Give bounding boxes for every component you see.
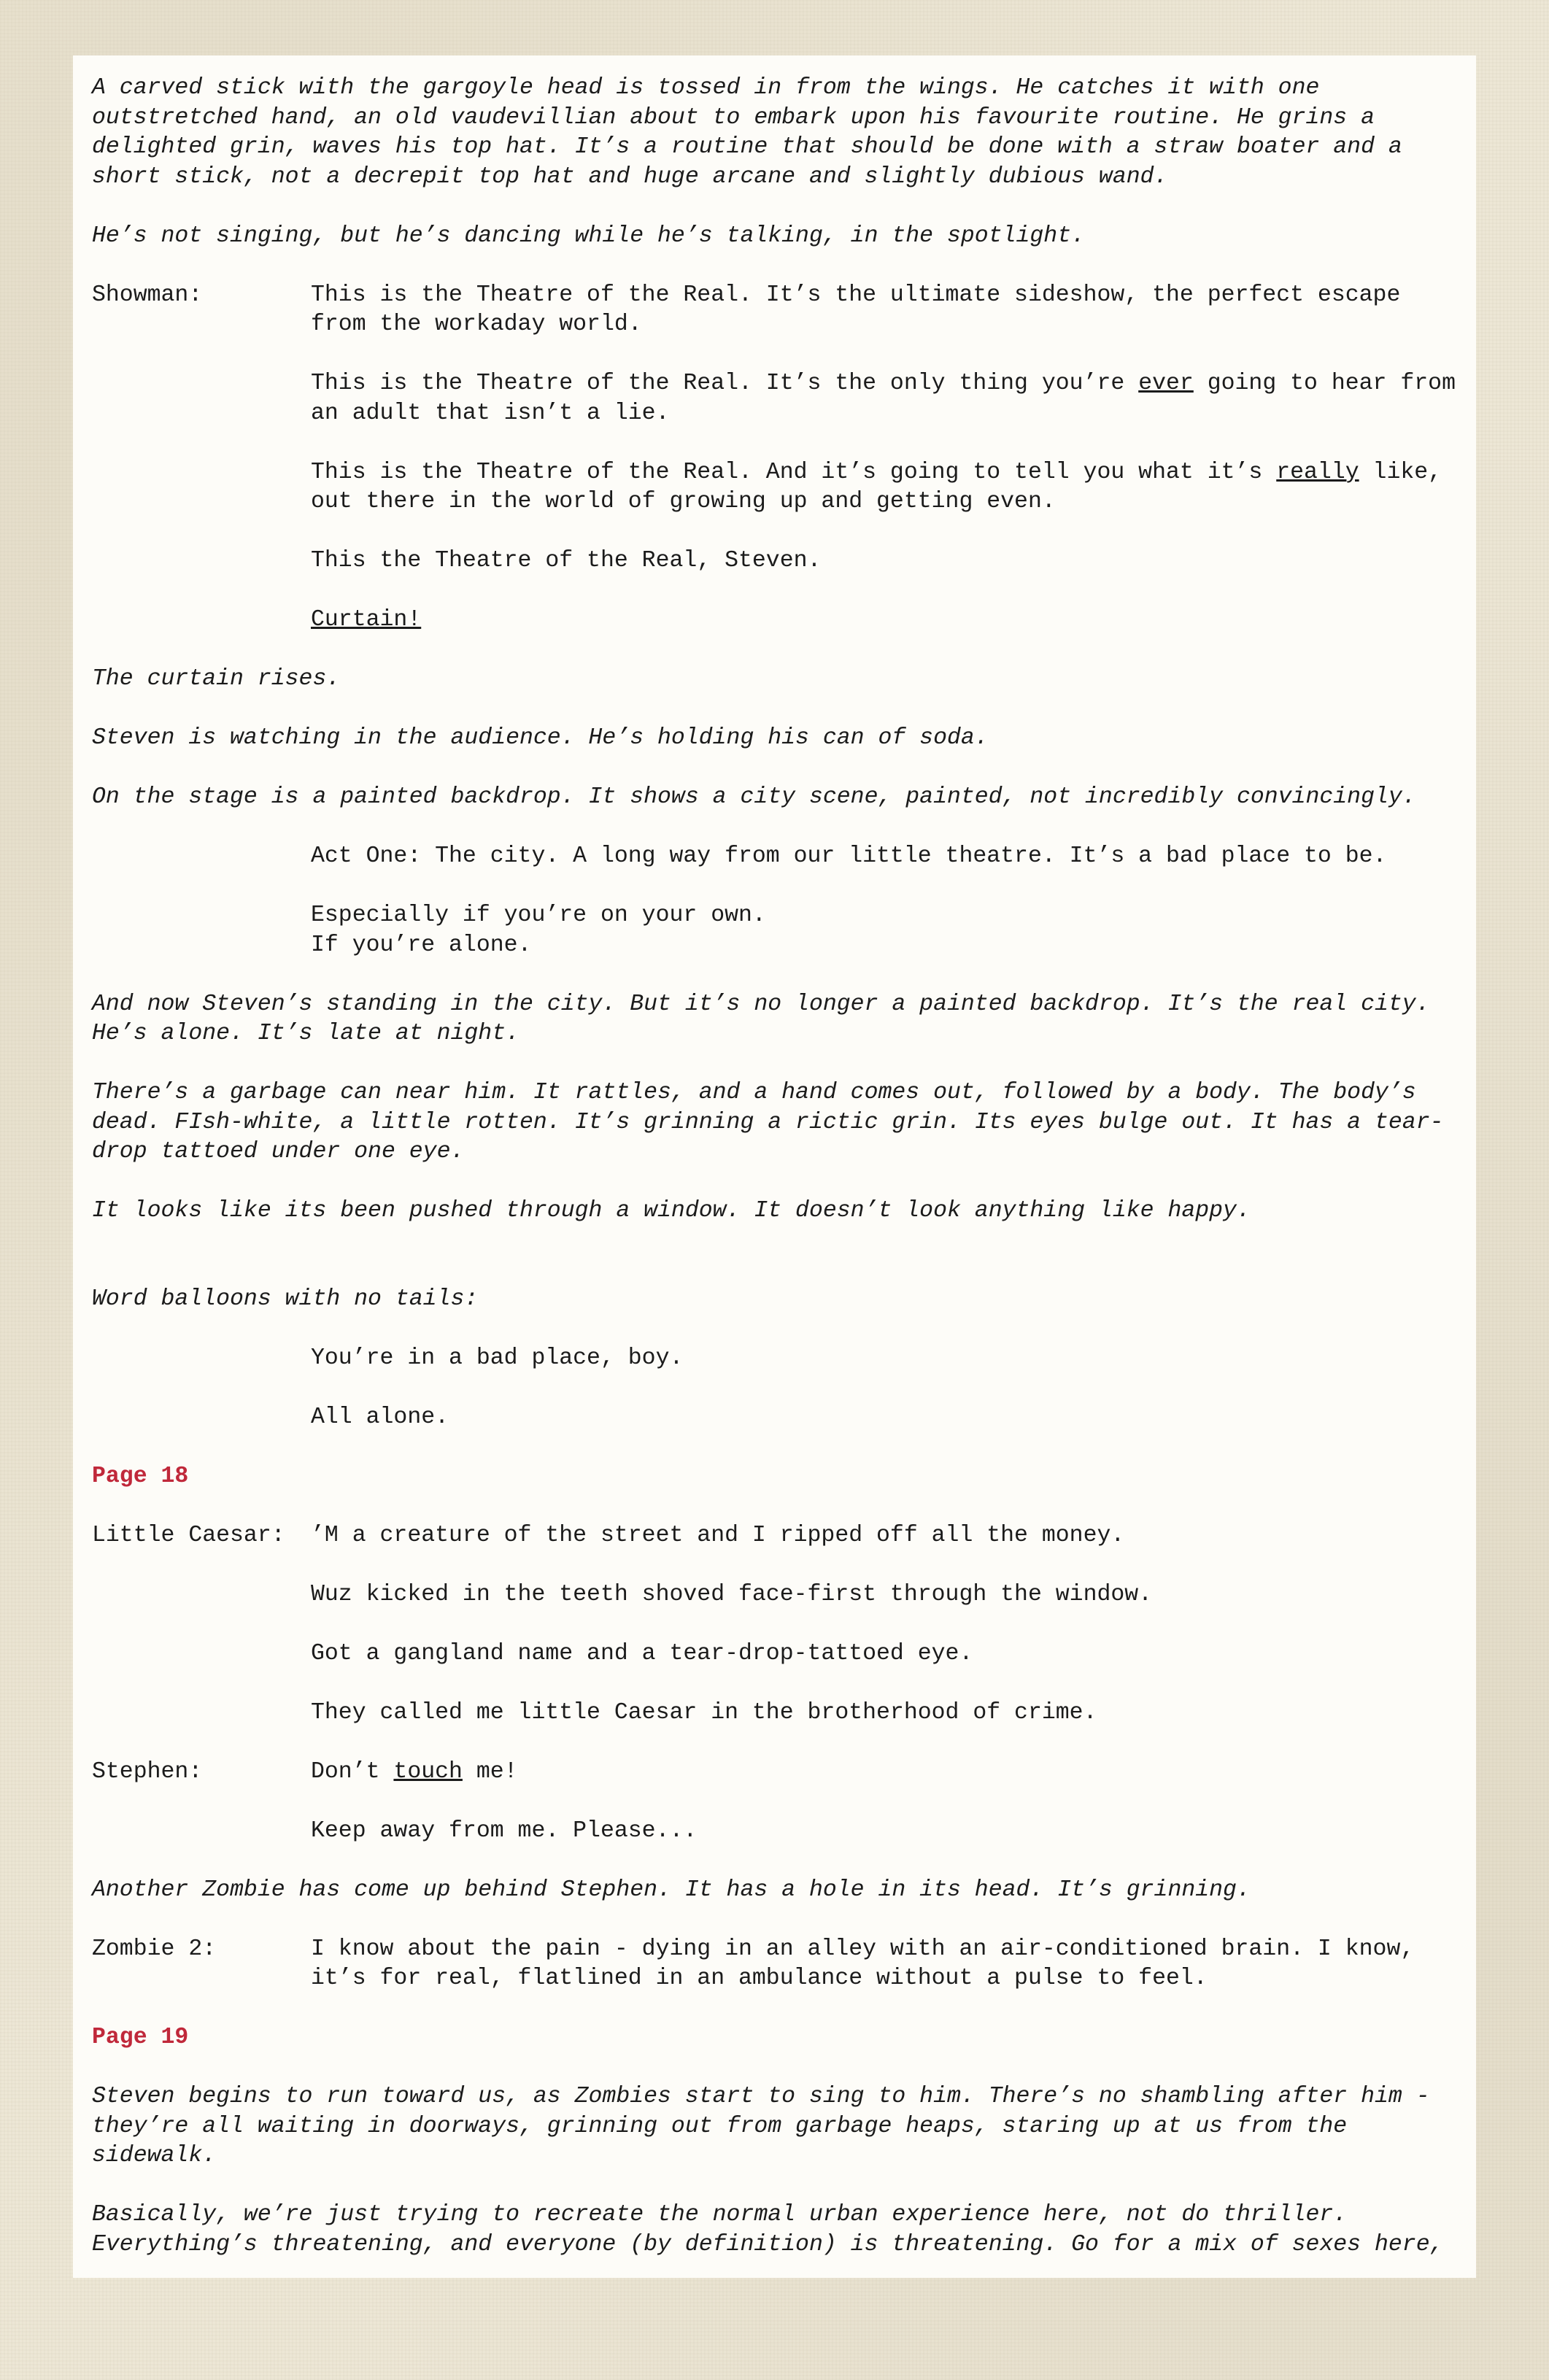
dialogue-line: Got a gangland name and a tear-drop-tattoed eye.	[311, 1640, 973, 1666]
dialogue-line: This is the Theatre of the Real. It’s the ultimate sideshow, the perfect escape from the workaday world.	[311, 282, 1401, 337]
dialogue-line: If you’re alone.	[311, 932, 532, 958]
dialogue-line: This is the Theatre of the Real. It’s the only thing you’re ever going to hear from an adult that isn’t a lie.	[311, 371, 1456, 426]
page-heading: Page 19	[92, 2025, 189, 2050]
stage-direction: Steven is watching in the audience. He’s holding his can of soda.	[92, 725, 989, 751]
stage-direction: Basically, we’re just trying to recreate the normal urban experience here, not do thriller. Everything’s threatening, and everyone (by definition) is threatening. Go for a mix of sexes here,	[92, 2202, 1444, 2257]
stage-direction: It looks like its been pushed through a window. It doesn’t look anything like happy.	[92, 1198, 1251, 1224]
dialogue-line: They called me little Caesar in the brotherhood of crime.	[311, 1699, 1097, 1726]
dialogue-line: Especially if you’re on your own.	[311, 903, 766, 928]
word-balloon-line: All alone.	[311, 1404, 449, 1430]
stage-direction: The curtain rises.	[92, 666, 341, 692]
speaker-name: Stephen:	[92, 1758, 203, 1785]
stage-direction: On the stage is a painted backdrop. It shows a city scene, painted, not incredibly convincingly.	[92, 784, 1416, 810]
speaker-name: Little Caesar:	[92, 1522, 285, 1548]
stage-direction: He’s not singing, but he’s dancing while he’s talking, in the spotlight.	[92, 223, 1086, 249]
stage-direction: Steven begins to run toward us, as Zombies start to sing to him. There’s no shambling after him - they’re all waiting in doorways, grinning out from garbage heaps, staring up at us from the sidewalk.	[92, 2084, 1430, 2168]
dialogue-line: Don’t touch me!	[311, 1758, 518, 1785]
stage-direction: Word balloons with no tails:	[92, 1286, 479, 1312]
stage-direction: There’s a garbage can near him. It rattles, and a hand comes out, followed by a body. The body’s dead. FIsh-white, a little rotten. It’s grinning a rictic grin. Its eyes bulge out. It has a tear-drop tattoed under one eye.	[92, 1080, 1444, 1164]
dialogue-line: This is the Theatre of the Real. And it’s going to tell you what it’s really like, out there in the world of growing up and getting even.	[311, 459, 1442, 514]
dialogue-line: I know about the pain - dying in an alley with an air-conditioned brain. I know, it’s for real, flatlined in an ambulance without a pulse to feel.	[311, 1936, 1415, 1991]
dialogue-line: Act One: The city. A long way from our little theatre. It’s a bad place to be.	[311, 843, 1387, 869]
dialogue-line: Curtain!	[311, 607, 422, 633]
dialogue-line: Keep away from me. Please...	[311, 1817, 698, 1844]
stage-direction: And now Steven’s standing in the city. But it’s no longer a painted backdrop. It’s the real city. He’s alone. It’s late at night.	[92, 991, 1430, 1046]
stage-direction: A carved stick with the gargoyle head is tossed in from the wings. He catches it with one outstretched hand, an old vaudevillian about to embark upon his favourite routine. He grins a delighted grin, waves his top hat. It’s a routine that should be done with a straw boater and a short stick, not a decrepit top hat and huge arcane and slightly dubious wand.	[92, 75, 1402, 190]
dialogue-showman	[92, 281, 1458, 635]
dialogue-stephen	[92, 1758, 1458, 1847]
dialogue-little-caesar	[92, 1521, 1458, 1728]
speaker-name: Zombie 2:	[92, 1936, 217, 1962]
page-heading: Page 18	[92, 1463, 189, 1489]
word-balloon-line: You’re in a bad place, boy.	[311, 1345, 684, 1371]
dialogue-line: Wuz kicked in the teeth shoved face-first through the window.	[311, 1581, 1153, 1607]
speaker-name: Showman:	[92, 282, 203, 308]
script-page	[73, 55, 1476, 2278]
stage-direction: Another Zombie has come up behind Stephen. It has a hole in its head. It’s grinning.	[92, 1877, 1251, 1903]
dialogue-line: ’M a creature of the street and I ripped off all the money.	[311, 1522, 1125, 1548]
dialogue-zombie-2	[92, 1935, 1458, 1994]
dialogue-line: This the Theatre of the Real, Steven.	[311, 548, 822, 573]
